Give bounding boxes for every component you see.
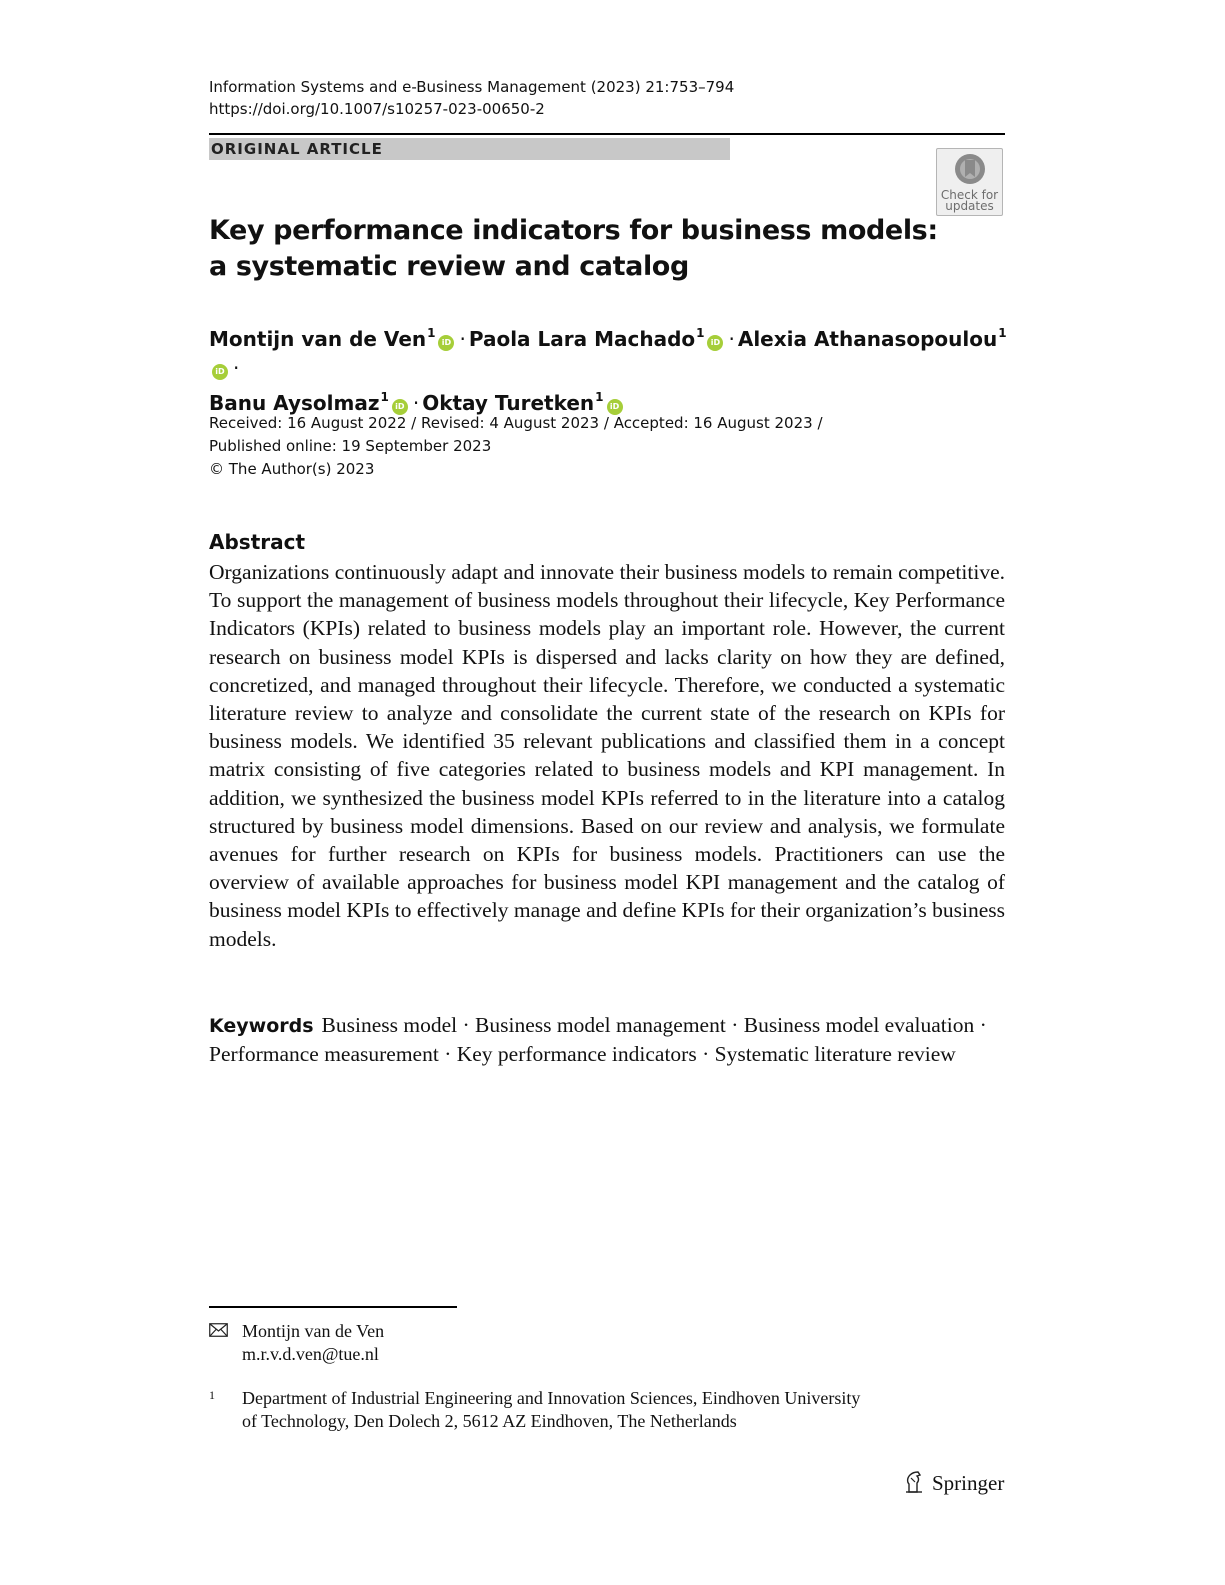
envelope-icon: [209, 1323, 228, 1337]
bookmark-icon: [953, 152, 987, 186]
journal-citation: Information Systems and e-Business Management (2023) 21:753–794: [209, 78, 735, 96]
publisher-logo: [903, 1469, 1004, 1497]
author-separator: ·: [412, 391, 420, 415]
footnote-rule: [209, 1306, 457, 1308]
dates-published-online: Published online: 19 September 2023: [209, 437, 492, 455]
author-affiliation: 1: [380, 390, 389, 404]
springer-horse-icon: [903, 1470, 925, 1494]
keywords-list: Business model · Business model management · Business model evaluation · Performance measurement · Key performance indicators · Systematic literature review: [209, 1013, 987, 1067]
author-separator: ·: [233, 356, 240, 380]
check-updates-line-1: Check for: [940, 188, 999, 202]
abstract-heading: Abstract: [209, 530, 306, 554]
publication-dates: [209, 412, 823, 481]
author-separator: ·: [459, 327, 466, 351]
check-for-updates-badge[interactable]: [936, 148, 1003, 216]
affiliation-line-1: Department of Industrial Engineering and Innovation Sciences, Eindhoven University: [242, 1388, 861, 1408]
author-list: [209, 319, 1009, 418]
copyright-notice: © The Author(s) 2023: [209, 460, 375, 478]
orcid-icon[interactable]: iD: [392, 399, 408, 415]
affiliation-number: 1: [209, 1388, 215, 1402]
check-updates-line-2: updates: [945, 199, 994, 213]
corresponding-author-note: [209, 1320, 384, 1366]
orcid-icon[interactable]: iD: [438, 335, 454, 351]
header-rule: [209, 133, 1005, 135]
author-name[interactable]: Banu Aysolmaz: [209, 391, 380, 415]
author-name[interactable]: Montijn van de Ven: [209, 327, 427, 351]
journal-header: [209, 76, 734, 120]
orcid-icon[interactable]: iD: [212, 364, 228, 380]
dates-received-revised-accepted: Received: 16 August 2022 / Revised: 4 August 2023 / Accepted: 16 August 2023 /: [209, 414, 823, 432]
abstract-text: Organizations continuously adapt and innovate their business models to remain competitive. To support the management of business models throughout their lifecycle, Key Performance Indicators (KPIs) related to business models play an important role. However, the current research on business model KPIs is dispersed and lacks clarity on how they are defined, concretized, and managed throughout their lifecycle. Therefore, we conducted a systematic literature review to analyze and consolidate the current state of the research on KPIs for business models. We identified 35 relevant publications and classified them in a concept matrix consisting of five categories related to business models and KPI management. In addition, we synthesized the business model KPIs referred to in the literature into a catalog structured by business model dimensions. Based on our review and analysis, we formulate avenues for further research on KPIs for business models. Practitioners can use the overview of available approaches for business model KPI management and the catalog of business model KPIs to effectively manage and define KPIs for their organization’s business models.: [209, 560, 1005, 951]
keywords-label: Keywords: [209, 1015, 314, 1037]
affiliation-note: [209, 1387, 1009, 1433]
author-name[interactable]: Alexia Athanasopoulou: [737, 327, 998, 351]
author-name[interactable]: Paola Lara Machado: [468, 327, 696, 351]
author-name[interactable]: Oktay Turetken: [422, 391, 595, 415]
article-title: [209, 213, 938, 285]
article-type-banner: ORIGINAL ARTICLE: [209, 138, 730, 160]
corresponding-author-email[interactable]: m.r.v.d.ven@tue.nl: [242, 1344, 379, 1364]
author-separator: ·: [728, 327, 735, 351]
orcid-icon[interactable]: iD: [607, 399, 623, 415]
corresponding-author-name: Montijn van de Ven: [242, 1321, 385, 1341]
title-line-2: a systematic review and catalog: [209, 251, 689, 282]
author-affiliation: 1: [595, 390, 604, 404]
publisher-name: Springer: [932, 1471, 1005, 1495]
doi-link[interactable]: https://doi.org/10.1007/s10257-023-00650-2: [209, 100, 545, 118]
orcid-icon[interactable]: iD: [707, 335, 723, 351]
affiliation-line-2: of Technology, Den Dolech 2, 5612 AZ Eindhoven, The Netherlands: [242, 1411, 737, 1431]
title-line-1: Key performance indicators for business models:: [209, 215, 938, 246]
author-affiliation: 1: [998, 326, 1007, 340]
author-affiliation: 1: [427, 326, 436, 340]
keywords-section: [209, 1011, 1005, 1068]
author-affiliation: 1: [696, 326, 705, 340]
